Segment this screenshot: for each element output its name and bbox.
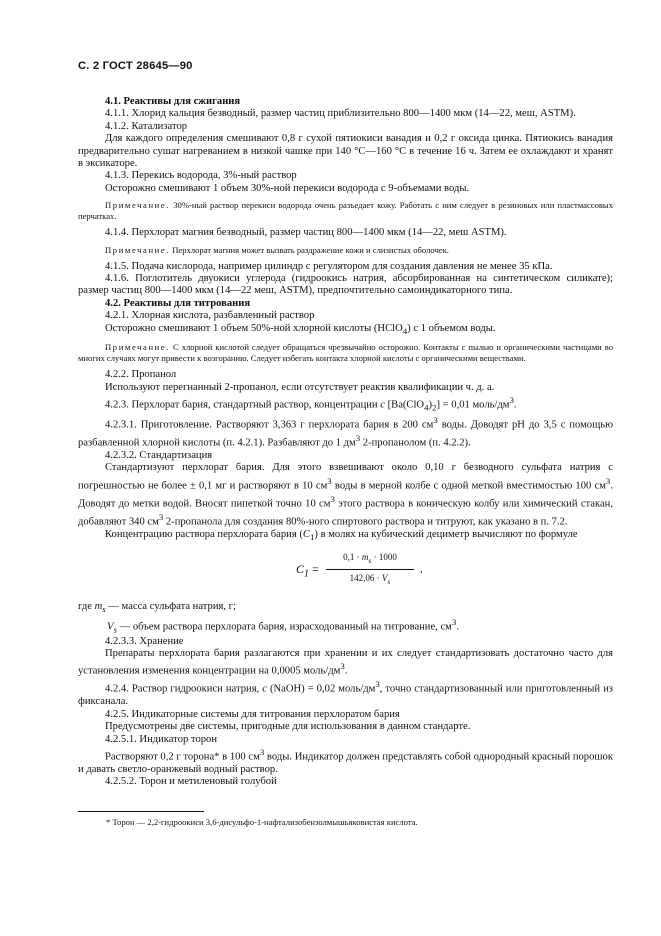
para-4-2-5-2: 4.2.5.2. Торон и метиленовый голубой [105,776,277,788]
page-header: С. 2 ГОСТ 28645—90 [78,60,193,72]
para-4-1-3: 4.1.3. Перекись водорода, 3%-ный раствор [105,170,297,182]
para-4-2-2-text: Используют перегнанный 2-пропанол, если отсутствует реактив квалификации ч. д. а. [105,381,495,393]
para-4-2-5: 4.2.5. Индикаторные системы для титрования перхлоратом бария [105,708,400,720]
para-4-2-3-3: 4.2.3.3. Хранение [105,635,184,647]
para-4-1-4: 4.1.4. Перхлорат магния безводный, размер частиц 800—1400 мкм (14—22, меш ASTM). [105,227,507,239]
para-4-2-3: 4.2.3. Перхлорат бария, стандартный раствор, концентрации c $[Ba(ClO_4)_2] = 0,01$ моль/$дм^3$. [105,395,517,413]
note-3: Примечание. С хлорной кислотой следует обращаться чрезвычайно осторожно. Контакты с пылью и органическими частицами во многих случаях могут привести к возгоранию. Следует избегать контакта хлорной кислоты с органическими веществами. [78,342,613,364]
document-body [78,96,613,789]
para-4-1-3-text: Осторожно смешивают 1 объем 30%-ной перекиси водорода с 9-объемами воды. [105,182,470,194]
note-label: Примечание. [105,342,171,353]
para-concentration: Концентрацию раствора перхлората бария $(C_1)$ в молях на кубический дециметр вычисляют по формуле [105,528,578,542]
para-4-1-1: 4.1.1. Хлорид кальция безводный, размер частиц приблизительно 800—1400 мкм (14—22, меш, ASTM). [105,108,576,120]
formula-fraction [326,551,414,588]
para-4-2-1: 4.2.1. Хлорная кислота, разбавленный раствор [105,310,315,322]
para-4-1-2: 4.1.2. Катализатор [105,120,188,132]
para-4-2-5-text: Предусмотрены две системы, пригодные для использования в данном стандарте. [105,721,471,733]
note-label: Примечание. [105,244,171,255]
para-4-2-5-1: 4.2.5.1. Индикатор торон [105,733,218,745]
formula-lhs: $C_1$ = [296,562,319,580]
note-2: Примечание. Перхлорат магния может вызвать раздражение кожи и слизистых оболочек. [105,244,449,255]
note-label: Примечание. [105,200,171,211]
formula [78,549,613,597]
para-4-1-2-text: Для каждого определения смешивают 0,8 г сухой пятиокиси ванадия и 0,2 г оксида цинка. Пятиокись ванадия предварительно сушат нагреванием в низкой чашке при 140 °С—160 °С в течение 16 ч. Затем ее охлаждают и хранят в эксикаторе. [78,133,613,170]
section-4-1-title: 4.1. Реактивы для сжигания [105,96,241,107]
para-4-2-1-text: Осторожно смешивают 1 объем 50%-ной хлорной кислоты (HClO$_4$) с 1 объемом воды. [105,322,496,336]
para-4-1-6: 4.1.6. Поглотитель двуокиси углерода (гидроокись натрия, абсорбированная на синтетическом силикате); размер частиц 800—1400 мкм (14—22 меш, ASTM), предпочтительно самоиндикаторного типа. [78,273,613,297]
para-4-2-4: 4.2.4. Раствор гидроокиси натрия, c (NaOH) = 0,02 моль/$дм^3$, точно стандартизованный или приготовленный из фиксанала. [78,679,613,708]
formula-tail: , [420,563,423,576]
formula-denominator: $142,06 \cdot V_s$ [349,573,391,587]
note-1: Примечание. 30%-ный раствор перекиси водорода очень разъедает кожу. Работать с ним следует в резиновых или пластмассовых перчатках. [78,200,614,222]
para-4-2-3-2-text: Стандартизуют перхлорат бария. Для этого взвешивают около 0,10 г безводного сульфата натрия с погрешностью не более ± 0,1 мг и растворяют в 10 $см^3$ воды в мерной колбе с одной меткой вместимостью 100 $см^3$. Доводят до метки водой. Вносят пипеткой точно 10 $см^3$ этого раствора в коническую колбу или химический стакан, добавляют 340 $см^3$ 2-пропанола для создания 80%-ного спиртового раствора и титруют, как указано в п. 7.2. [78,462,613,528]
para-4-2-2: 4.2.2. Пропанол [105,369,177,381]
footnote: * Торон — 2,2-гидроокиси 3,6-дисульфо-1-нафтализобензолмышьяковистая кислота. [106,817,418,827]
where-v: $V_s$ — объем раствора перхлората бария, израсходованный на титрование, $см^3$. [107,616,459,635]
para-4-2-3-1: 4.2.3.1. Приготовление. Растворяют 3,363 г перхлората бария в 200 $см^3$ воды. Доводят pH до 3,5 с помощью разбавленной хлорной кислоты (п. 4.2.1). Разбавляют до 1 $дм^3$ 2-пропанолом (п. 4.2.2). [78,415,614,449]
formula-numerator: $0,1 \cdot m_s \cdot 1000$ [326,551,414,570]
para-4-1-5: 4.1.5. Подача кислорода, например цилиндр с регулятором для создания давления не менее 35 кПа. [105,260,553,272]
para-4-2-3-2: 4.2.3.2. Стандартизация [105,449,213,461]
para-4-2-3-3-text: Препараты перхлората бария разлагаются при хранении и их следует стандартизовать достаточно часто для установления изменения концентрации на 0,0005 моль/$дм^3$. [78,648,613,677]
where-m: где $m_s$ — масса сульфата натрия, г; [78,601,236,615]
para-4-2-5-1-text: Растворяют 0,2 г торона* в 100 $см^3$ воды. Индикатор должен представлять собой однородный красный порошок и давать светло-оранжевый водный раствор. [78,746,613,775]
footnote-rule [78,811,204,812]
section-4-2-title: 4.2. Реактивы для титрования [105,297,251,309]
